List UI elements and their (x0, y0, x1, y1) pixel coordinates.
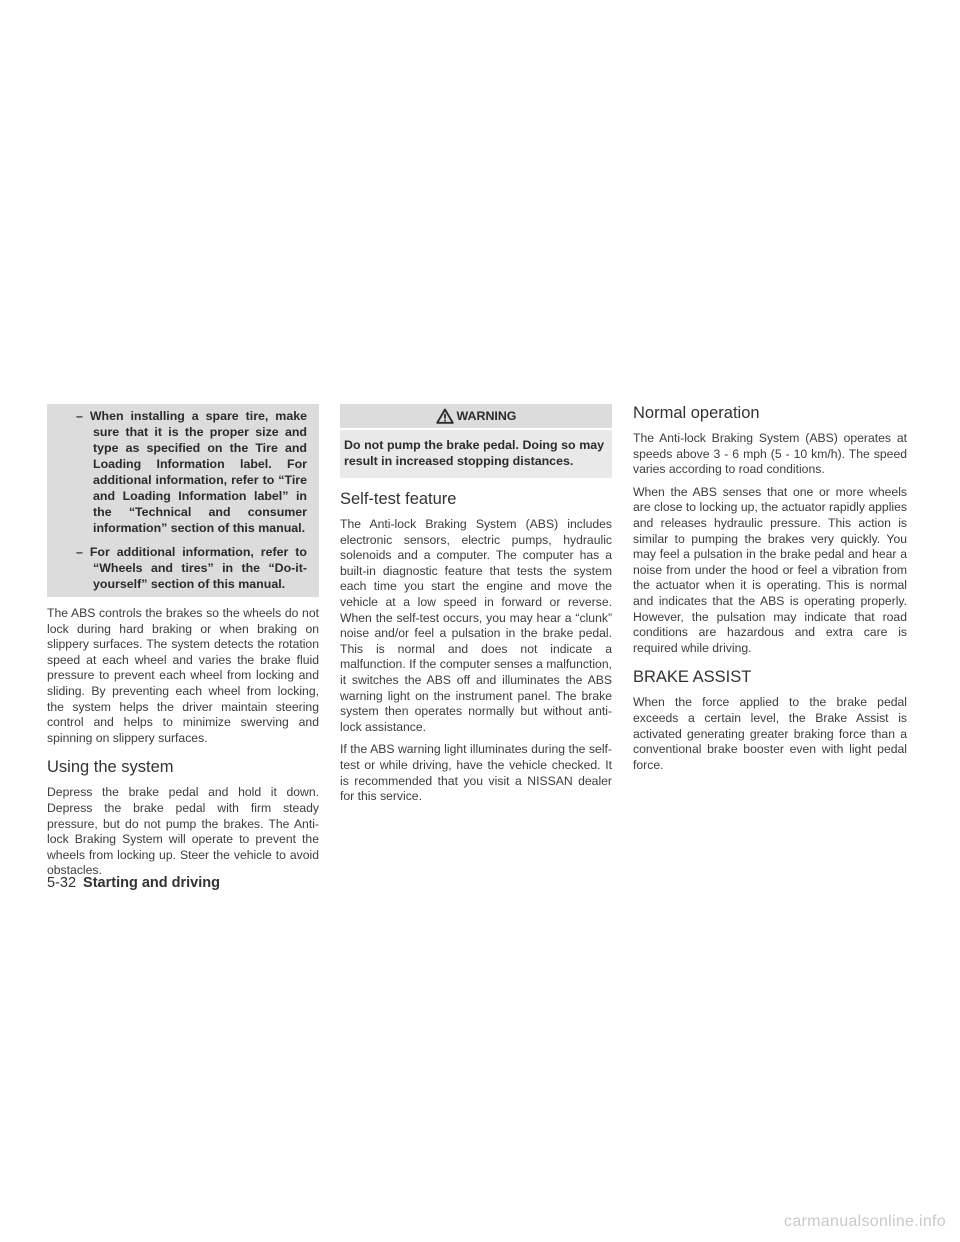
using-system-heading: Using the system (47, 758, 174, 777)
self-test-heading: Self-test feature (340, 490, 457, 508)
column-3 (633, 404, 907, 780)
self-test-paragraph-2: If the ABS warning light illuminates during the self-test or while driving, have the vehicle checked. It is recommended that you visit a NISSAN dealer for this service. (340, 742, 612, 804)
note-spare-tire: – When installing a spare tire, make sure that it is the proper size and type as specified on the Tire and Loading Information label. For additional information, refer to “Tire and Loading Information label” in the “Technical and consumer information” section of this manual. (76, 409, 307, 535)
warning-title: WARNING (456, 409, 517, 423)
column-1 (47, 404, 319, 886)
brake-assist-heading: BRAKE ASSIST (633, 668, 752, 687)
using-system-paragraph: Depress the brake pedal and hold it down. Depress the brake pedal with firm steady pressure, but do not pump the brakes. The Anti-lock Braking System will operate to prevent the wheels from locking up. Steer the vehicle to avoid obstacles. (47, 785, 319, 878)
watermark: carmanualsonline.info (784, 1213, 946, 1230)
note-box (47, 404, 319, 597)
self-test-paragraph-1: The Anti-lock Braking System (ABS) includes electronic sensors, electric pumps, hydraulic solenoids and a computer. The computer has a built-in diagnostic feature that tests the system each time you start the engine and move the vehicle at a low speed in forward or reverse. When the self-test occurs, you may hear a “clunk” noise and/or feel a pulsation in the brake pedal. This is normal and does not indicate a malfunction. If the computer senses a malfunction, it switches the ABS off and illuminates the ABS warning light on the instrument panel. The brake system then operates normally but without anti-lock assistance. (340, 517, 612, 734)
brake-assist-paragraph: When the force applied to the brake pedal exceeds a certain level, the Brake Assist is activated generating greater braking force than a conventional brake booster even with light pedal force. (633, 695, 907, 772)
page-number: 5-32 (47, 875, 77, 891)
warning-body: Do not pump the brake pedal. Doing so may result in increased stopping distances. (340, 430, 612, 478)
warning-header (340, 404, 612, 428)
note-wheels-tires: – For additional information, refer to “Wheels and tires” in the “Do-it-yourself” section of this manual. (76, 545, 307, 591)
normal-operation-heading: Normal operation (633, 404, 760, 422)
normal-operation-paragraph-2: When the ABS senses that one or more wheels are close to locking up, the actuator rapidly applies and releases hydraulic pressure. This action is similar to pumping the brakes very quickly. You may feel a pulsation in the brake pedal and hear a noise from under the hood or feel a vibration from the actuator when it is operating. This is normal and indicates that the ABS is operating properly. However, the pulsation may indicate that road conditions are hazardous and extra care is required while driving. (633, 484, 907, 655)
column-2 (340, 404, 612, 812)
abs-intro-paragraph: The ABS controls the brakes so the wheels do not lock during hard braking or when braking on slippery surfaces. The system detects the rotation speed at each wheel and varies the brake fluid pressure to prevent each wheel from locking and sliding. By preventing each wheel from locking, the system helps the driver maintain steering control and helps to minimize swerving and spinning on slippery surfaces. (47, 606, 319, 745)
section-title: Starting and driving (83, 875, 220, 891)
warning-triangle-icon (436, 408, 454, 424)
normal-operation-paragraph-1: The Anti-lock Braking System (ABS) operates at speeds above 3 - 6 mph (5 - 10 km/h). The speed varies according to road conditions. (633, 431, 907, 477)
page-footer (47, 875, 220, 891)
